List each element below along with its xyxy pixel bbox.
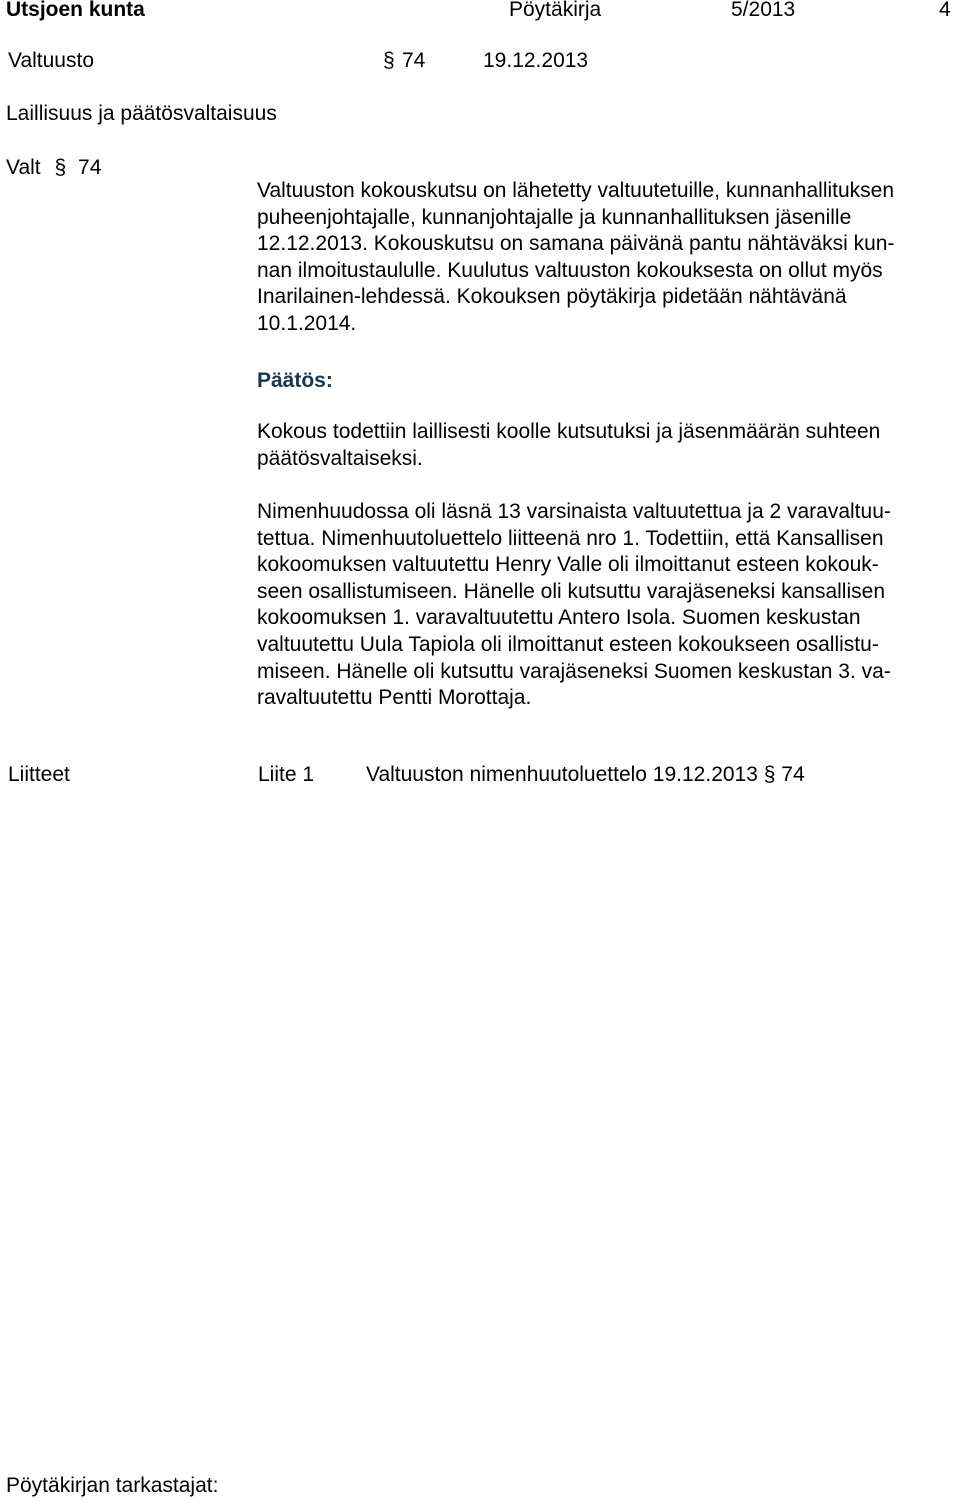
decision-heading: Päätös: — [257, 369, 333, 392]
topic-title: Laillisuus ja päätösvaltaisuus — [6, 102, 277, 125]
decision-line: seen osallistumiseen. Hänelle oli kutsuttu varajäseneksi kansallisen — [257, 579, 886, 603]
meeting-body: Valtuusto — [8, 49, 94, 72]
decision-line: ravaltuutettu Pentti Morottaja. — [257, 686, 532, 710]
description — [257, 178, 957, 338]
case-ref — [6, 155, 101, 182]
decision-line: kokoomuksen 1. varavaltuutettu Antero Isola. Suomen keskustan — [257, 606, 861, 630]
section-symbol: § — [383, 49, 395, 72]
decision-line: tettua. Nimenhuutoluettelo liitteenä nro 1. Todettiin, että Kansallisen — [257, 526, 884, 550]
description-line: 10.1.2014. — [257, 311, 357, 335]
case-ref-section-symbol: § — [54, 156, 67, 179]
reviewers-label: Pöytäkirjan tarkastajat: — [6, 1474, 219, 1497]
attachment-entry — [366, 762, 805, 789]
decision-paragraph-1 — [257, 419, 957, 472]
document-type: Pöytäkirja — [509, 0, 602, 21]
description-line: nan ilmoitustaululle. Kuulutus valtuuston kokouksesta on ollut myös — [257, 258, 883, 282]
decision-line: valtuutettu Uula Tapiola oli ilmoittanut esteen kokoukseen osallistu- — [257, 632, 879, 656]
description-line: Valtuuston kokouskutsu on lähetetty valtuutetuille, kunnanhallituksen — [257, 179, 895, 202]
section-number: 74 — [402, 49, 426, 72]
case-ref-number: 74 — [78, 156, 102, 179]
description-line: 12.12.2013. Kokouskutsu on samana päivänä pantu nähtäväksi kun- — [257, 232, 895, 256]
decision-paragraph-2 — [257, 499, 957, 712]
attachment-title: Valtuuston nimenhuutoluettelo 19.12.2013 — [366, 763, 758, 786]
page-number: 4 — [939, 0, 951, 21]
document-number: 5/2013 — [731, 0, 796, 21]
attachments-label: Liitteet — [8, 763, 70, 786]
decision-line: Kokous todettiin laillisesti koolle kutsutuksi ja jäsenmäärän suhteen — [257, 420, 881, 443]
description-line: puheenjohtajalle, kunnanjohtajalle ja kunnanhallituksen jäsenille — [257, 205, 852, 229]
decision-line: miseen. Hänelle oli kutsuttu varajäseneksi Suomen keskustan 3. va- — [257, 659, 891, 683]
attachment-section-number: 74 — [781, 763, 805, 786]
meeting-date: 19.12.2013 — [483, 49, 589, 72]
decision-line: päätösvaltaiseksi. — [257, 446, 423, 470]
attachment-section-symbol: § — [763, 763, 776, 786]
description-line: Inarilainen-lehdessä. Kokouksen pöytäkirja pidetään nähtävänä — [257, 285, 847, 309]
attachment-id: Liite 1 — [258, 763, 315, 786]
municipality-name: Utsjoen kunta — [6, 0, 145, 21]
decision-line: Nimenhuudossa oli läsnä 13 varsinaista valtuutettua ja 2 varavaltuu- — [257, 500, 891, 523]
case-ref-prefix: Valt — [6, 156, 41, 179]
decision-line: kokoomuksen valtuutettu Henry Valle oli ilmoittanut esteen kokouk- — [257, 553, 879, 577]
